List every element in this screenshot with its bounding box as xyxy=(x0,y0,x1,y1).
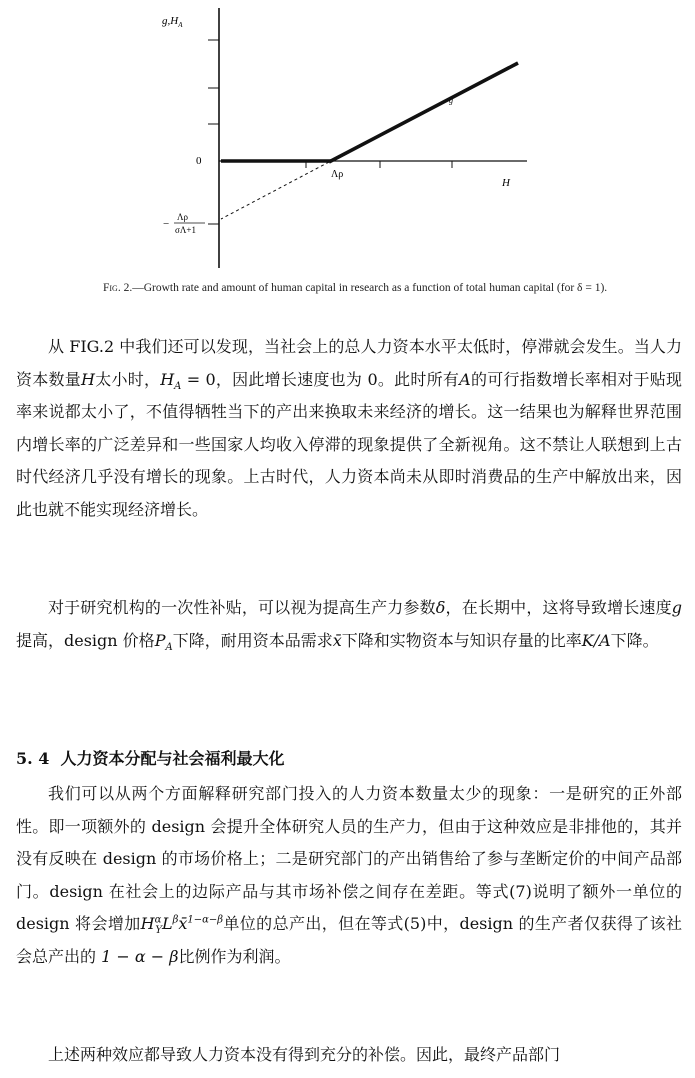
p2-text-4: 下降，耐用资本品需求 xyxy=(172,630,333,650)
p2-text-5: 下降和实物资本与知识存量的比率 xyxy=(341,630,582,650)
section-number: 5. 4 xyxy=(16,749,50,768)
caption-text: —Growth rate and amount of human capital in research as a function of total human capital (for δ = 1). xyxy=(132,282,608,294)
p1-text-3: ，因此增长速度也为 xyxy=(215,369,368,389)
var-g: g xyxy=(671,598,682,617)
p1-text-5: 的可行指数增长率相对于贴现率来说都太小了，不值得牺牲当下的产出来换取未来经济的增长。这一结果也为解释世界范围内增长率的广泛差异和一些国家人均收入停滞的现象提供了全新视角。这不禁让人联想到上古时代经济几乎没有增长的现象。上古时代，人力资本尚未从即时消费品的生产中解放出来，因此也就不能实现经济增长。 xyxy=(16,369,682,519)
var-delta: δ xyxy=(435,598,446,617)
paragraph-1 xyxy=(16,331,682,526)
p3-text-2: 单位的总产出，但在等式(5)中，design 的生产者仅获得了该社会总产出的 xyxy=(16,914,682,966)
intercept-sign: − xyxy=(163,218,170,230)
section-title: 人力资本分配与社会福利最大化 xyxy=(60,749,285,768)
intercept-numerator: Λρ xyxy=(177,212,189,222)
intercept-denominator: σΛ+1 xyxy=(175,225,196,235)
paragraph-4 xyxy=(16,1039,682,1072)
paragraph-2 xyxy=(16,592,682,657)
curve-label: g xyxy=(449,96,453,105)
var-ha: $H_A = 0$ xyxy=(160,369,216,392)
p4-text-1: 上述两种效应都导致人力资本没有得到充分的补偿。因此，最终产品部门 xyxy=(48,1045,561,1064)
p2-text-2: ，在长期中，这将导致增长速度 xyxy=(445,598,672,617)
caption-prefix: Fig. 2. xyxy=(103,282,133,294)
p1-text-4: 。此时所有 xyxy=(377,369,460,389)
dashed-extension xyxy=(221,162,329,219)
section-heading xyxy=(16,745,285,773)
production-term: $H^\alpha_YL^\beta x̄^{1-\alpha-\beta}$ xyxy=(140,914,224,937)
figure-caption xyxy=(103,281,623,295)
growth-figure xyxy=(0,0,695,320)
zero-value: 0 xyxy=(367,369,378,389)
var-pa: $P_A$ xyxy=(154,630,173,653)
p1-text-2: 太小时， xyxy=(94,369,161,389)
var-a: A xyxy=(459,369,471,389)
var-h: H xyxy=(81,369,95,389)
p2-text-3: 提高，design 价格 xyxy=(16,630,155,650)
rising-growth-line xyxy=(329,63,518,162)
var-xbar: x̄ xyxy=(332,630,342,650)
p3-text-1: 我们可以从两个方面解释研究部门投入的人力资本数量太少的现象：一是研究的正外部性。即一项额外的 design 会提升全体研究人员的生产力，但由于这种效应是非排他的，其并没有反映在 design 的市场价格上；二是研究部门的产出销售给了参与垄断定价的中间产品部门。design 在社会上的边际产品与其市场补偿之间存在差距。等式(7)说明了额外一单位的 design 将会增加 xyxy=(16,784,682,933)
p1-text-1: 从 FIG.2 中我们还可以发现，当社会上的总人力资本水平太低时，停滞就会发生。当人力资本数量 xyxy=(16,337,682,389)
p2-text-6: 下降。 xyxy=(610,630,659,650)
paragraph-3 xyxy=(16,778,682,973)
y-axis-label: $g,H_A$ xyxy=(162,15,183,29)
p3-text-3: 比例作为利润。 xyxy=(178,946,291,966)
p2-text-1: 对于研究机构的一次性补贴，可以视为提高生产力参数 xyxy=(48,598,436,617)
x-axis-label: H xyxy=(502,177,510,189)
profit-share: 1 − α − β xyxy=(101,946,179,966)
zero-label: 0 xyxy=(196,155,202,167)
kink-label: Λρ xyxy=(331,169,344,180)
var-ka: K/A xyxy=(581,630,611,650)
